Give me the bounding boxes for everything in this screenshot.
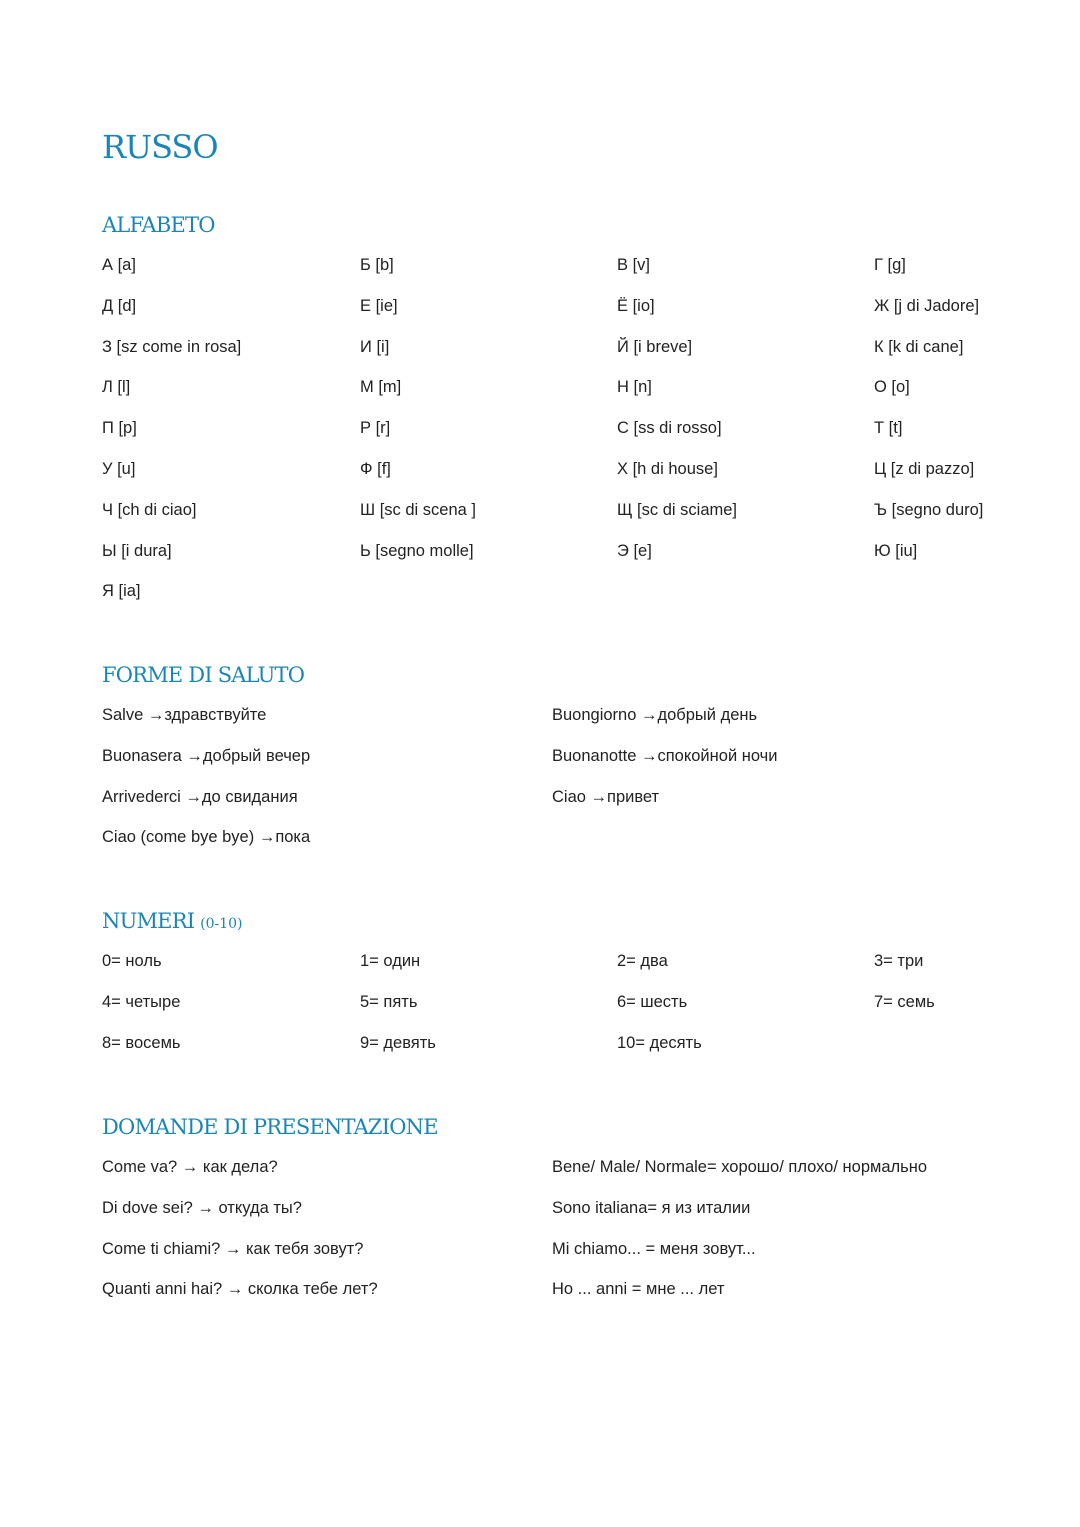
greetings-grid	[102, 703, 1022, 866]
alphabet-letter: Х [h di house]	[617, 459, 718, 478]
number-item: 9= девять	[360, 1033, 436, 1052]
alphabet-letter: Я [ia]	[102, 582, 141, 601]
question-item: Quanti anni hai? → сколка тебе лет?	[102, 1280, 378, 1299]
alphabet-letter: Т [t]	[874, 419, 903, 438]
alphabet-letter: П [p]	[102, 419, 137, 438]
section-domande	[102, 1112, 1022, 1318]
numeri-heading-range: (0-10)	[200, 916, 243, 932]
greeting-item: Buonasera →добрый вечер	[102, 746, 311, 765]
questions-grid	[102, 1155, 1022, 1318]
alphabet-letter: Ь [segno molle]	[360, 541, 474, 560]
alphabet-letter: Е [ie]	[360, 296, 398, 315]
alphabet-letter: Ф [f]	[360, 459, 391, 478]
number-item: 10= десять	[617, 1033, 702, 1052]
alphabet-letter: В [v]	[617, 256, 651, 274]
alphabet-letter: Ъ [segno duro]	[874, 500, 984, 519]
section-saluto	[102, 660, 1022, 866]
alphabet-letter: Ё [io]	[617, 296, 655, 315]
number-item: 1= один	[360, 952, 421, 970]
question-item: Mi chiamo... = меня зовут...	[552, 1239, 756, 1258]
section-numeri	[102, 906, 1022, 1071]
alphabet-letter: У [u]	[102, 459, 136, 478]
alphabet-letter: Л [l]	[102, 378, 131, 397]
document-title: RUSSO	[102, 128, 218, 166]
alphabet-letter: Р [r]	[360, 419, 391, 438]
alphabet-letter: Э [e]	[617, 541, 652, 560]
question-item: Come ti chiami? → как тебя зовут?	[102, 1239, 364, 1258]
question-item: Di dove sei? → откуда ты?	[102, 1198, 302, 1217]
alphabet-letter: И [i]	[360, 337, 390, 356]
number-item: 6= шесть	[617, 992, 688, 1011]
question-item: Bene/ Male/ Normale= хорошо/ плохо/ нормально	[552, 1158, 928, 1176]
number-item: 4= четыре	[102, 992, 181, 1011]
greeting-item: Salve →здравствуйте	[102, 706, 267, 724]
alphabet-letter: З [sz come in rosa]	[102, 337, 242, 356]
section-heading-saluto: FORME DI SALUTO	[102, 663, 305, 687]
alphabet-letter: Ю [iu]	[874, 541, 918, 560]
alphabet-letter: Ы [i dura]	[102, 541, 172, 560]
alphabet-letter: О [o]	[874, 378, 910, 397]
alphabet-letter: Ж [j di Jadore]	[874, 296, 980, 315]
alphabet-letter: Н [n]	[617, 378, 652, 397]
alphabet-grid	[102, 253, 1022, 620]
alphabet-letter: Ш [sc di scena ]	[360, 500, 476, 519]
greeting-item: Ciao →привет	[552, 787, 660, 806]
number-item: 0= ноль	[102, 952, 162, 970]
alphabet-letter: С [ss di rosso]	[617, 419, 722, 438]
greeting-item: Buonanotte →спокойной ночи	[552, 746, 778, 765]
alphabet-letter: Ч [ch di ciao]	[102, 500, 197, 519]
number-item: 7= семь	[874, 992, 935, 1011]
number-item: 5= пять	[360, 992, 418, 1011]
numeri-heading-text: NUMERI	[102, 909, 195, 933]
alphabet-letter: А [a]	[102, 256, 136, 274]
alphabet-letter: К [k di cane]	[874, 337, 964, 356]
number-item: 2= два	[617, 952, 668, 970]
number-item: 8= восемь	[102, 1033, 181, 1052]
alphabet-letter: Д [d]	[102, 296, 137, 315]
section-heading-alfabeto: ALFABETO	[102, 213, 215, 237]
greeting-item: Arrivederci →до свидания	[102, 787, 298, 806]
alphabet-letter: Щ [sc di sciame]	[617, 500, 737, 519]
alphabet-letter: Й [i breve]	[617, 337, 693, 356]
alphabet-letter: Г [g]	[874, 256, 906, 274]
alphabet-letter: Б [b]	[360, 256, 394, 274]
question-item: Ho ... anni = мне ... лет	[552, 1280, 725, 1299]
section-heading-domande: DOMANDE DI PRESENTAZIONE	[102, 1115, 438, 1139]
alphabet-letter: Ц [z di pazzo]	[874, 459, 975, 478]
greeting-item: Buongiorno →добрый день	[552, 706, 758, 724]
question-item: Come va? → как дела?	[102, 1158, 278, 1176]
numbers-grid	[102, 949, 1022, 1071]
section-alfabeto	[102, 210, 1022, 620]
greeting-item: Ciao (come bye bye) →пока	[102, 828, 311, 847]
question-item: Sono italiana= я из италии	[552, 1198, 751, 1217]
number-item: 3= три	[874, 952, 924, 970]
alphabet-letter: М [m]	[360, 378, 402, 397]
section-heading-numeri	[102, 906, 1022, 936]
